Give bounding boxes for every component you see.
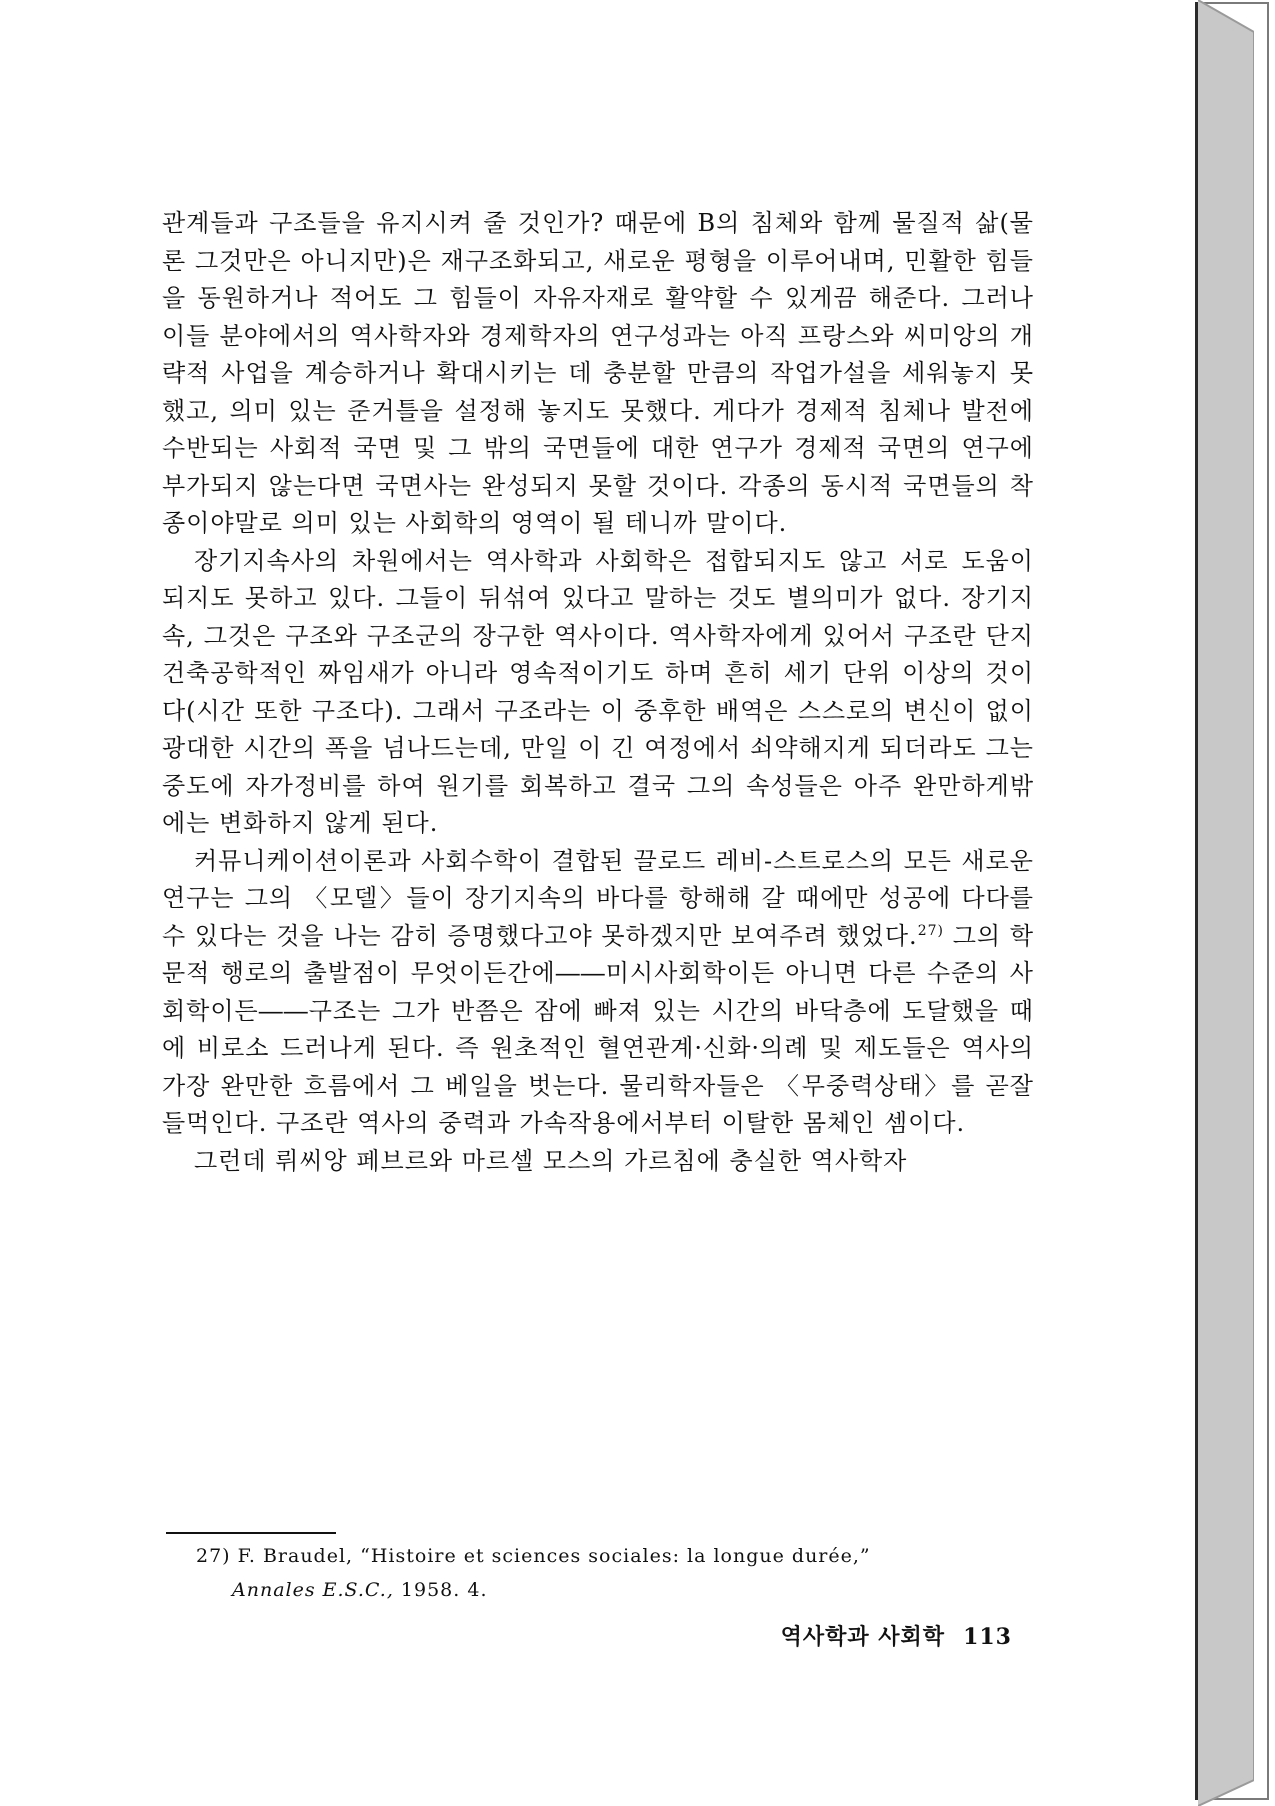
footnote-date: 1958. 4. (400, 1579, 488, 1601)
footnote-continuation (232, 1573, 1016, 1607)
page-number: 113 (963, 1624, 1012, 1650)
body-text (162, 205, 1034, 1180)
running-footer-title: 역사학과 사회학 (780, 1624, 946, 1650)
paragraph-3-rest: 그의 학문적 행로의 출발점이 무엇이든간에――미시사회학이든 아니면 다른 수준의 사회학이든――구조는 그가 반쯤은 잠에 빠져 있는 시간의 바닥층에 도달했을 때에 비로소 드러나게 된다. 즉 원초적인 혈연관계·신화·의례 및 제도들은 역사의 가장 완만한 흐름에서 그 베일을 벗는다. 물리학자들은 〈무중력상태〉를 곧잘 들먹인다. 구조란 역사의 중력과 가속작용에서부터 이탈한 몸체인 셈이다. (162, 921, 1035, 1137)
footnote-journal: Annales E.S.C., (232, 1579, 394, 1601)
footnote-number: 27) (196, 1545, 231, 1567)
paragraph-3 (162, 843, 1034, 1143)
paragraph-4: 그런데 뤼씨앙 페브르와 마르셀 모스의 가르침에 충실한 역사학자 (194, 1146, 908, 1175)
book-page (2, 2, 1198, 1800)
footnote-rule (166, 1532, 336, 1534)
footnote (196, 1539, 1016, 1607)
book-edge-outline (1198, 0, 1254, 1806)
footnote-reference[interactable]: 27) (917, 922, 944, 939)
running-footer (762, 1622, 1012, 1652)
footnote-citation: F. Braudel, “Histoire et sciences sociales: la longue durée,” (237, 1545, 871, 1567)
paragraph-1: 관계들과 구조들을 유지시켜 줄 것인가? 때문에 B의 침체와 함께 물질적 삶(물론 그것만은 아니지만)은 재구조화되고, 새로운 평형을 이루어내며, 민활한 힘들을 동원하거나 적어도 그 힘들이 자유자재로 활약할 수 있게끔 해준다. 그러나 이들 분야에서의 역사학자와 경제학자의 연구성과는 아직 프랑스와 씨미앙의 개략적 사업을 계승하거나 확대시키는 데 충분할 만큼의 작업가설을 세워놓지 못했고, 의미 있는 준거틀을 설정해 놓지도 못했다. 게다가 경제적 침체나 발전에 수반되는 사회적 국면 및 그 밖의 국면들에 대한 연구가 경제적 국면의 연구에 부가되지 않는다면 국면사는 완성되지 못할 것이다. 각종의 동시적 국면들의 착종이야말로 의미 있는 사회학의 영역이 될 테니까 말이다. (162, 209, 1034, 537)
paragraph-3-lead: 커뮤니케이션이론과 사회수학이 결합된 끌로드 레비-스트로스의 모든 새로운 연구는 그의 〈모델〉들이 장기지속의 바다를 항해해 갈 때에만 성공에 다다를 수 있다는 것을 나는 감히 증명했다고야 못하겠지만 보여주려 했었다. (162, 846, 1034, 950)
paragraph-2: 장기지속사의 차원에서는 역사학과 사회학은 접합되지도 않고 서로 도움이 되지도 못하고 있다. 그들이 뒤섞여 있다고 말하는 것도 별의미가 없다. 장기지속, 그것은 구조와 구조군의 장구한 역사이다. 역사학자에게 있어서 구조란 단지 건축공학적인 짜임새가 아니라 영속적이기도 하며 흔히 세기 단위 이상의 것이다(시간 또한 구조다). 그래서 구조라는 이 중후한 배역은 스스로의 변신이 없이 광대한 시간의 폭을 넘나드는데, 만일 이 긴 여정에서 쇠약해지게 되더라도 그는 중도에 자가정비를 하여 원기를 회복하고 결국 그의 속성들은 아주 완만하게밖에는 변화하지 않게 된다. (162, 546, 1034, 837)
